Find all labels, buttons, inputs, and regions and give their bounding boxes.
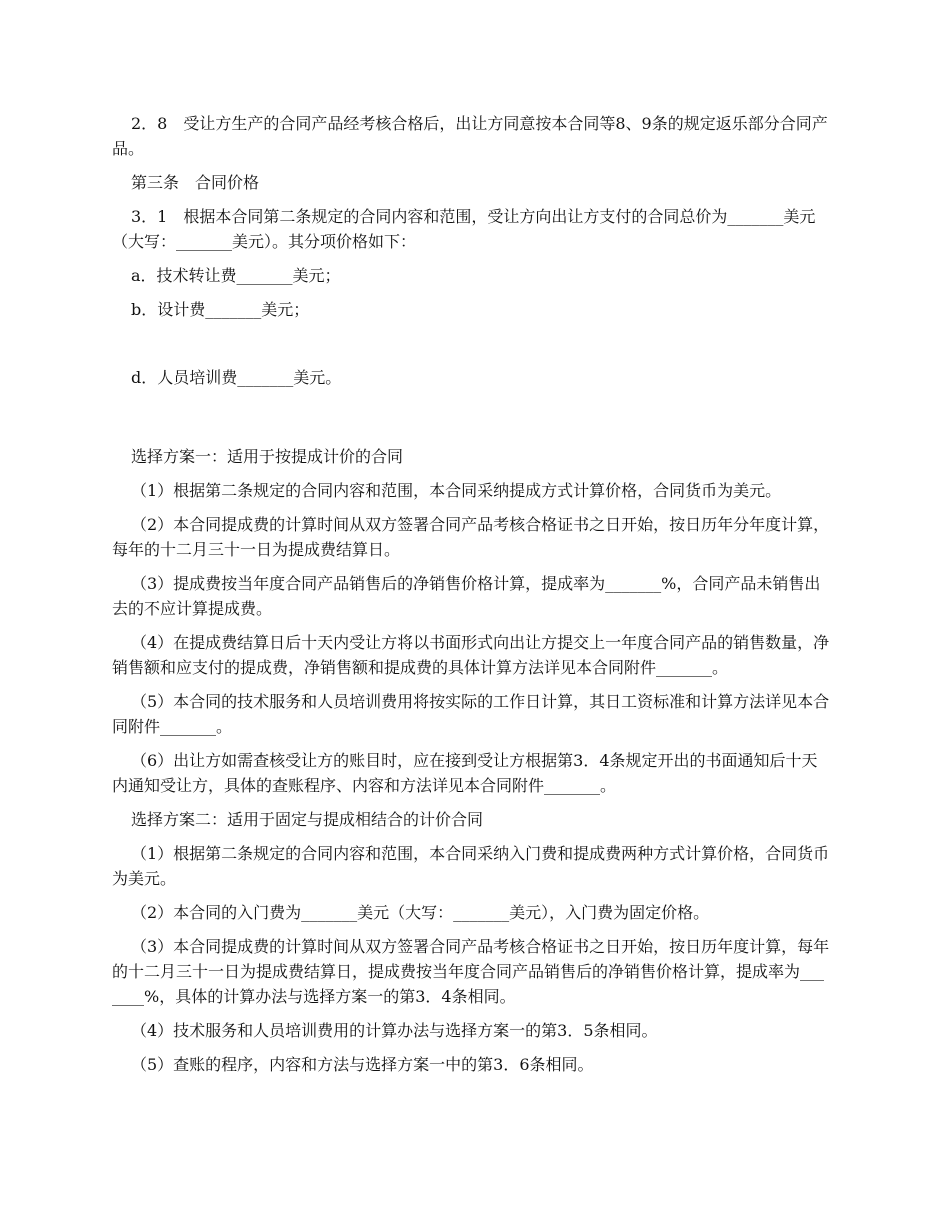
option-2-item-2: （2）本合同的入门费为_______美元（大写：_______美元），入门费为固定价格。 (131, 903, 710, 922)
option-2-item-4: （4）技术服务和人员培训费用的计算办法与选择方案一的第3．5条相同。 (131, 1021, 658, 1040)
item-b: b．设计费_______美元； (131, 300, 310, 319)
option-1-item-6: （6）出让方如需查核受让方的账目时，应在接到受让方根据第3．4条规定开出的书面通知后十天内通知受让方，具体的查账程序、内容和方法详见本合同附件_______。 (112, 751, 818, 795)
option-2-item-5: （5）查账的程序，内容和方法与选择方案一中的第3．6条相同。 (131, 1055, 594, 1074)
article-3-title: 第三条 合同价格 (131, 173, 260, 192)
option-2-title: 选择方案二：适用于固定与提成相结合的计价合同 (131, 810, 484, 829)
option-1-title: 选择方案一：适用于按提成计价的合同 (131, 447, 404, 466)
option-2-item-1: （1）根据第二条规定的合同内容和范围，本合同采纳入门费和提成费两种方式计算价格，合同货币为美元。 (112, 844, 830, 888)
option-1-item-1: （1）根据第二条规定的合同内容和范围，本合同采纳提成方式计算价格，合同货币为美元。 (131, 481, 782, 500)
blank-gap (112, 399, 830, 444)
option-2-item-3: （3）本合同提成费的计算时间从双方签署合同产品考核合格证书之日开始，按日历年度计算，每年的十二月三十一日为提成费结算日，提成费按当年度合同产品销售后的净销售价格计算，提成率为_______%，具体的计算办法与选择方案一的第3．4条相同。 (112, 937, 830, 1006)
option-1-item-5: （5）本合同的技术服务和人员培训费用将按实际的工作日计算，其日工资标准和计算方法详见本合同附件_______。 (112, 692, 830, 736)
item-a: a．技术转让费_______美元； (131, 266, 341, 285)
option-1-item-4: （4）在提成费结算日后十天内受让方将以书面形式向出让方提交上一年度合同产品的销售数量，净销售额和应支付的提成费，净销售额和提成费的具体计算方法详见本合同附件_______。 (112, 633, 830, 677)
clause-3-1: 3．1 根据本合同第二条规定的合同内容和范围，受让方向出让方支付的合同总价为_______美元（大写：_______美元）。其分项价格如下： (112, 207, 816, 251)
clause-2-8: 2．8 受让方生产的合同产品经考核合格后，出让方同意按本合同等8、9条的规定返乐部分合同产品。 (112, 114, 828, 158)
option-1-item-2: （2）本合同提成费的计算时间从双方签署合同产品考核合格证书之日开始，按日历年分年度计算，每年的十二月三十一日为提成费结算日。 (112, 515, 830, 559)
item-d: d．人员培训费_______美元。 (131, 368, 342, 387)
blank-gap (112, 331, 830, 365)
option-1-item-3: （3）提成费按当年度合同产品销售后的净销售价格计算，提成率为_______%，合同产品未销售出去的不应计算提成费。 (112, 574, 821, 618)
